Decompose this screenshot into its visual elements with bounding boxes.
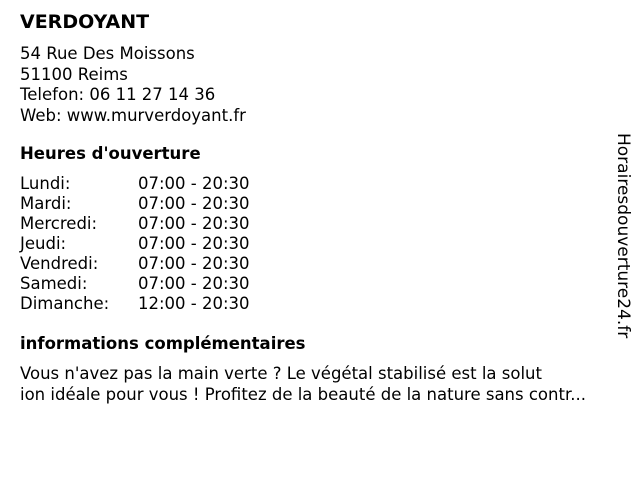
hours-row-thursday xyxy=(20,234,280,254)
day-hours: 12:00 - 20:30 xyxy=(138,294,250,313)
day-hours: 07:00 - 20:30 xyxy=(138,174,250,193)
city-postcode: 51100 Reims xyxy=(20,64,128,84)
website: Web: www.murverdoyant.fr xyxy=(20,105,246,125)
hours-row-saturday xyxy=(20,274,280,294)
street-address: 54 Rue Des Moissons xyxy=(20,44,195,63)
day-label: Samedi: xyxy=(20,274,88,293)
day-label: Vendredi: xyxy=(20,254,99,273)
day-hours: 07:00 - 20:30 xyxy=(138,214,250,233)
watermark: Horairesdouverture24.fr xyxy=(613,133,633,339)
info-line-2: ion idéale pour vous ! Profitez de la beauté de la nature sans contr... xyxy=(20,384,586,404)
day-label: Mardi: xyxy=(20,194,72,213)
day-label: Lundi: xyxy=(20,174,71,193)
opening-hours-table xyxy=(20,174,280,314)
phone-number: Telefon: 06 11 27 14 36 xyxy=(20,85,216,104)
hours-row-tuesday xyxy=(20,194,280,214)
day-label: Jeudi: xyxy=(20,234,67,253)
day-hours: 07:00 - 20:30 xyxy=(138,234,250,253)
day-label: Mercredi: xyxy=(20,214,98,233)
hours-row-wednesday xyxy=(20,214,280,234)
day-hours: 07:00 - 20:30 xyxy=(138,194,250,213)
day-label: Dimanche: xyxy=(20,294,110,313)
day-hours: 07:00 - 20:30 xyxy=(138,274,250,293)
day-hours: 07:00 - 20:30 xyxy=(138,254,250,273)
hours-row-friday xyxy=(20,254,280,274)
additional-info-heading: informations complémentaires xyxy=(20,334,306,353)
address-block xyxy=(20,44,246,126)
opening-hours-heading: Heures d'ouverture xyxy=(20,144,201,163)
additional-info-text xyxy=(20,364,586,405)
hours-row-sunday xyxy=(20,294,280,314)
info-line-1: Vous n'avez pas la main verte ? Le végétal stabilisé est la solut xyxy=(20,364,542,383)
business-name: VERDOYANT xyxy=(20,11,150,33)
hours-row-monday xyxy=(20,174,280,194)
